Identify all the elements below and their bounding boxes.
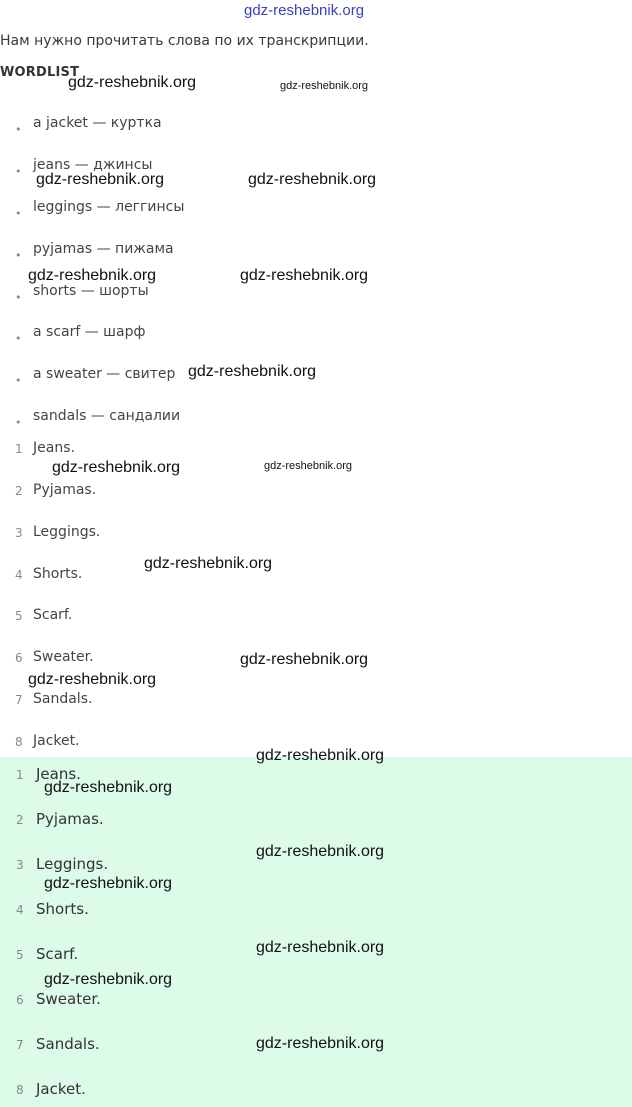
wordlist-heading: WORDLIST	[0, 65, 80, 80]
answer-text: Sweater.	[33, 649, 94, 665]
answer-number: 7	[16, 1038, 24, 1052]
answer-number: 2	[16, 813, 24, 827]
wordlist-item: a scarf — шарф	[33, 324, 146, 340]
answer-text: Jacket.	[36, 1080, 86, 1098]
watermark: gdz-reshebnik.org	[28, 671, 157, 688]
wordlist-item: leggings — леггинсы	[33, 199, 185, 215]
watermark: gdz-reshebnik.org	[256, 939, 385, 956]
answer-number: 2	[15, 484, 23, 498]
bullet-icon: •	[15, 249, 22, 262]
answer-text: Jeans.	[33, 440, 75, 456]
watermark: gdz-reshebnik.org	[188, 363, 317, 380]
watermark: gdz-reshebnik.org	[240, 267, 369, 284]
watermark: gdz-reshebnik.org	[248, 171, 377, 188]
bullet-icon: •	[15, 165, 22, 178]
answer-number: 4	[15, 568, 23, 582]
answer-text: Leggings.	[36, 855, 109, 873]
wordlist-item: sandals — сандалии	[33, 408, 181, 424]
answer-number: 8	[15, 735, 23, 749]
bullet-icon: •	[15, 123, 22, 136]
answer-number: 6	[16, 993, 24, 1007]
watermark: gdz-reshebnik.org	[280, 80, 369, 92]
watermark: gdz-reshebnik.org	[68, 74, 197, 91]
answer-text: Sweater.	[36, 990, 101, 1008]
watermark: gdz-reshebnik.org	[44, 779, 173, 796]
bullet-icon: •	[15, 291, 22, 304]
bullet-icon: •	[15, 332, 22, 345]
list-item	[15, 244, 22, 263]
watermark: gdz-reshebnik.org	[28, 267, 157, 284]
answer-number: 3	[16, 858, 24, 872]
list-item	[15, 369, 22, 388]
watermark: gdz-reshebnik.org	[240, 651, 369, 668]
bullet-icon: •	[15, 207, 22, 220]
answer-number: 8	[16, 1083, 24, 1097]
site-watermark-top: gdz-reshebnik.org	[244, 2, 365, 19]
wordlist-item: jeans — джинсы	[33, 157, 153, 173]
list-item	[15, 286, 22, 305]
list-item	[15, 411, 22, 430]
answer-text: Sandals.	[33, 691, 93, 707]
answer-number: 5	[16, 948, 24, 962]
answer-text: Shorts.	[33, 566, 83, 582]
list-item	[15, 327, 22, 346]
answer-text: Scarf.	[36, 945, 79, 963]
answer-number: 4	[16, 903, 24, 917]
answer-number: 3	[15, 526, 23, 540]
answer-text: Jeans.	[36, 765, 81, 783]
list-item	[15, 202, 22, 221]
answer-text: Shorts.	[36, 900, 89, 918]
watermark: gdz-reshebnik.org	[144, 555, 273, 572]
bullet-icon: •	[15, 374, 22, 387]
wordlist-item: a jacket — куртка	[33, 115, 162, 131]
answer-text: Scarf.	[33, 607, 73, 623]
watermark: gdz-reshebnik.org	[256, 1035, 385, 1052]
wordlist-item: pyjamas — пижама	[33, 241, 174, 257]
answer-text: Sandals.	[36, 1035, 100, 1053]
answer-text: Jacket.	[33, 733, 80, 749]
wordlist-item: a sweater — свитер	[33, 366, 176, 382]
list-item	[15, 118, 22, 137]
bullet-icon: •	[15, 416, 22, 429]
watermark: gdz-reshebnik.org	[256, 747, 385, 764]
watermark: gdz-reshebnik.org	[36, 171, 165, 188]
answer-number: 1	[15, 442, 23, 456]
watermark: gdz-reshebnik.org	[264, 460, 353, 472]
wordlist-item: shorts — шорты	[33, 283, 149, 299]
answer-number: 7	[15, 693, 23, 707]
answer-number: 1	[16, 768, 24, 782]
answer-text: Pyjamas.	[33, 482, 97, 498]
list-item	[15, 160, 22, 179]
answer-number: 5	[15, 609, 23, 623]
watermark: gdz-reshebnik.org	[44, 971, 173, 988]
intro-text: Нам нужно прочитать слова по их транскрипции.	[0, 33, 369, 49]
watermark: gdz-reshebnik.org	[52, 459, 181, 476]
answer-text: Leggings.	[33, 524, 101, 540]
answer-text: Pyjamas.	[36, 810, 104, 828]
answer-number: 6	[15, 651, 23, 665]
watermark: gdz-reshebnik.org	[44, 875, 173, 892]
watermark: gdz-reshebnik.org	[256, 843, 385, 860]
